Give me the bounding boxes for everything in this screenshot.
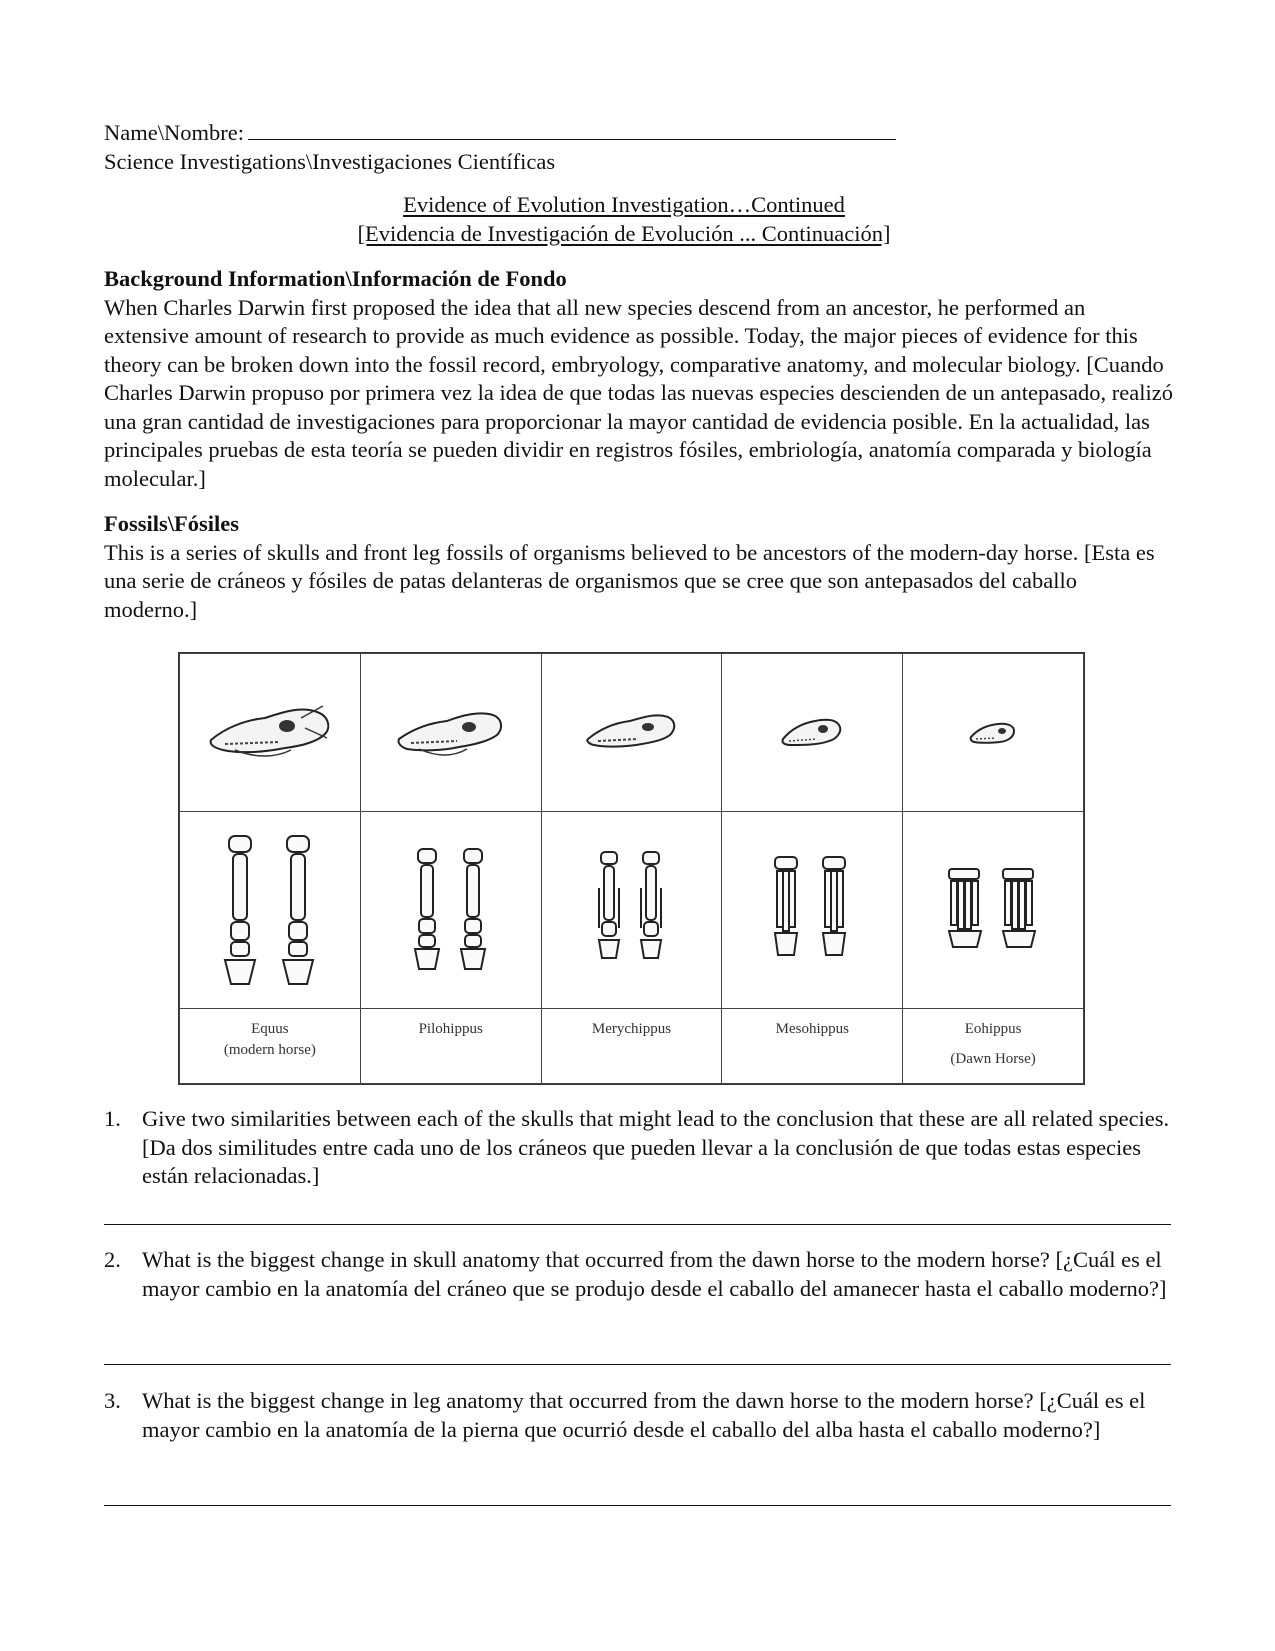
species-name: Pilohippus [418,1021,483,1037]
fossils-heading: Fossils\Fósiles [104,511,240,536]
merychippus-skull-icon [584,705,679,761]
pilohippus-leg-bones-icon [406,845,496,975]
species-subname: (Dawn Horse) [950,1051,1036,1067]
mesohippus-leg-bones-icon [767,853,857,968]
name-answer-line[interactable] [248,117,896,140]
answer-line-2[interactable] [104,1364,1171,1365]
skull-cell-pilohippus [360,654,541,812]
species-name: Mesohippus [775,1021,849,1037]
question-2 [104,1246,1174,1303]
question-text: What is the biggest change in skull anatomy that occurred from the dawn horse to the modern horse? [¿Cuál es el mayor cambio en la anatomía del cráneo que se produjo desde el caballo del amanecer hasta el caballo moderno?] [142,1247,1167,1301]
name-label: Name\Nombre: [104,120,244,145]
question-text: Give two similarities between each of the skulls that might lead to the conclusion that these are all related species. [Da dos similitudes entre cada uno de los cráneos que pueden llevar a la conclusión de que todas estas especies están relacionadas.] [142,1106,1170,1188]
leg-cell-pilohippus [360,812,541,1009]
question-number: 2. [104,1247,121,1272]
eohippus-leg-bones-icon [943,865,1043,955]
skull-cell-mesohippus [722,654,903,812]
question-3 [104,1387,1174,1444]
species-name: Equus [251,1021,289,1037]
species-label-cell [903,1009,1084,1084]
background-paragraph: When Charles Darwin first proposed the idea that all new species descend from an ancestor, he performed an extensive amount of research to provide as much evidence as possible. Today, the major pieces of evidence for this theory can be broken down into the fossil record, embryology, comparative anatomy, and molecular biology. [Cuando Charles Darwin propuso por primera vez la idea de que todas las nuevas especies descienden de un antepasado, realizó una gran cantidad de investigaciones para proporcionar la mayor cantidad de evidencia posible. En la actualidad, las principales pruebas de esta teoría se pueden dividir en registros fósiles, embriología, anatomía comparada y biología molecular.] [104,294,1173,491]
leg-cell-mesohippus [722,812,903,1009]
horse-fossil-figure [178,652,1085,1085]
mesohippus-skull-icon [779,709,845,757]
background-heading: Background Information\Información de Fondo [104,266,567,291]
equus-skull-icon [205,698,335,768]
pilohippus-skull-icon [393,701,508,765]
question-number: 3. [104,1388,121,1413]
species-name: Eohippus [964,1021,1022,1037]
answer-line-3[interactable] [104,1505,1171,1506]
species-label-cell [541,1009,722,1084]
class-label: Science Investigations\Investigaciones Científicas [104,148,556,174]
skull-cell-equus [180,654,361,812]
leg-cell-eohippus [903,812,1084,1009]
species-label-cell [360,1009,541,1084]
fossils-paragraph: This is a series of skulls and front leg fossils of organisms believed to be ancestors of the modern-day horse. [Esta es una serie de cráneos y fósiles de patas delanteras de organismos que se cree que son antepasados del caballo moderno.] [104,539,1155,622]
title-line-1: Evidence of Evolution Investigation…Continued [403,192,845,217]
species-label-cell [180,1009,361,1084]
leg-cell-equus [180,812,361,1009]
page-title [74,191,1174,248]
title-line-2: [Evidencia de Investigación de Evolución ... Continuación] [357,220,891,246]
skull-cell-merychippus [541,654,722,812]
eohippus-skull-icon [968,715,1018,751]
question-1 [104,1105,1174,1191]
species-name: Merychippus [591,1021,672,1037]
merychippus-leg-bones-icon [591,848,671,973]
equus-leg-bones-icon [215,830,325,990]
question-number: 1. [104,1106,121,1131]
skull-cell-eohippus [903,654,1084,812]
answer-line-1[interactable] [104,1224,1171,1225]
question-text: What is the biggest change in leg anatomy that occurred from the dawn horse to the modern horse? [¿Cuál es el mayor cambio en la anatomía de la pierna que ocurrió desde el caballo del alba hasta el caballo moderno?] [142,1388,1146,1442]
species-subname: (modern horse) [223,1042,316,1058]
worksheet-header [104,117,1174,624]
species-label-cell [722,1009,903,1084]
leg-cell-merychippus [541,812,722,1009]
name-row [104,117,1174,148]
